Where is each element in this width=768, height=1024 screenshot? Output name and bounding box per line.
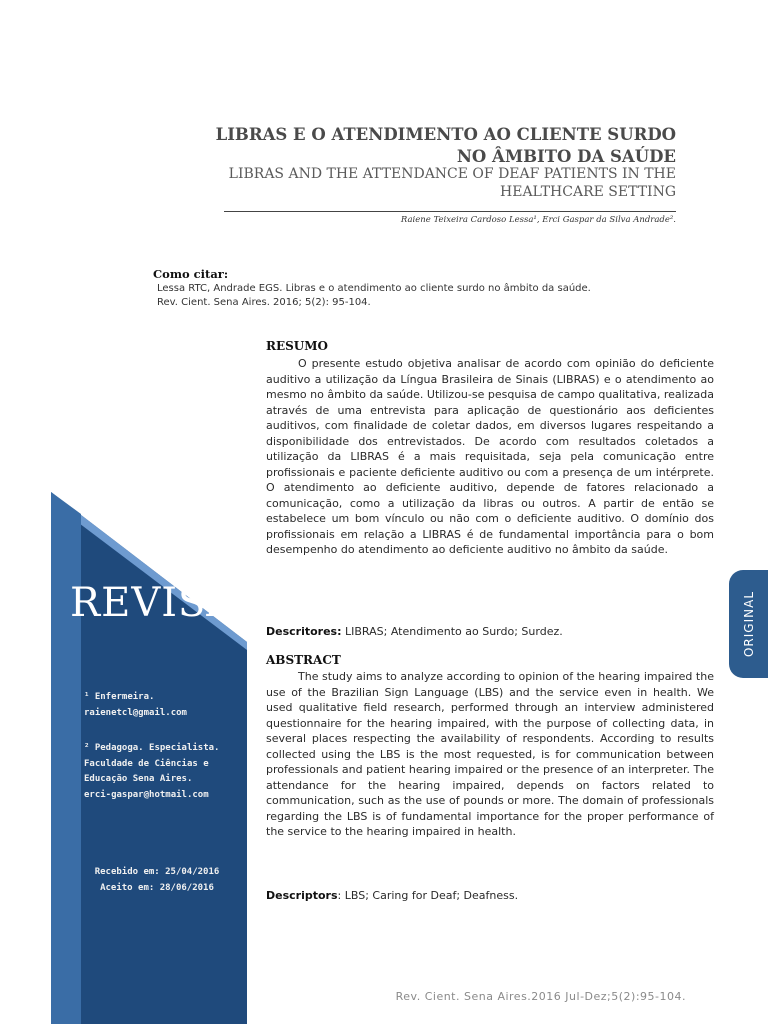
sidebar-edge-band [51,492,81,1024]
article-title-pt: LIBRAS E O ATENDIMENTO AO CLIENTE SURDO NO ÂMBITO DA SAÚDE [215,125,676,166]
title-divider [224,211,676,212]
author-note-2-email: erci-gaspar@hotmail.com [84,789,209,800]
original-tab [729,570,768,678]
abstract-text: The study aims to analyze according to opinion of the hearing impaired the use of the Brazilian Sign Language (LBS) and the service even in health. We used qualitative field research, performed through an interview administered questionnaire for the hearing impaired, with the purpose of collecting data, in several places respecting the availability of respondents. According to results collected using the LBS is the most requested, is for communication between professionals and patient hearing impaired or the presence of an interpreter. The attendance for the hearing impaired, depends on factors related to communication, such as the use of pounds or more. The domain of professionals regarding the LBS is of fundamental importance for the proper performance of the service to the hearing impaired in health. [266,670,714,838]
citation-block [157,282,717,310]
accepted-date: Aceito em: 28/06/2016 [100,883,214,893]
article-title-en: LIBRAS AND THE ATTENDANCE OF DEAF PATIENTS IN THE HEALTHCARE SETTING [228,166,676,200]
citation-heading: Como citar: [153,267,229,281]
author-list: Raiene Teixeira Cardoso Lessa¹, Erci Gaspar da Silva Andrade². [400,215,676,225]
citation-line-1: Lessa RTC, Andrade EGS. Libras e o atendimento ao cliente surdo no âmbito da saúde. [157,283,591,294]
abstract-keywords-values: : LBS; Caring for Deaf; Deafness. [337,889,519,902]
footer-citation: Rev. Cient. Sena Aires.2016 Jul-Dez;5(2):95-104. [395,990,686,1003]
resumo-keywords [266,624,714,639]
original-tab-label: ORIGINAL [741,590,756,658]
author-note-1-line-1: ¹ Enfermeira. [84,692,155,702]
author-note-2-line-3: Educação Sena Aires. [84,774,193,784]
author-note-2-line-1: ² Pedagoga. Especialista. [84,743,220,753]
received-date: Recebido em: 25/04/2016 [94,867,220,877]
resumo-keywords-label: Descritores: [266,625,342,638]
abstract-keywords [266,888,714,903]
author-note-1-email: raienetcl@gmail.com [84,707,187,718]
journal-brand: REVISA [70,580,237,626]
resumo-keywords-values: LIBRAS; Atendimento ao Surdo; Surdez. [345,625,563,638]
author-note-1 [84,690,234,721]
author-note-2 [84,741,234,803]
abstract-keywords-label: Descriptors [266,889,338,902]
citation-line-2: Rev. Cient. Sena Aires. 2016; 5(2): 95-104. [157,297,371,308]
author-note-2-line-2: Faculdade de Ciências e [84,758,209,769]
abstract-heading: ABSTRACT [266,653,341,667]
submission-dates [92,864,222,896]
resumo-heading: RESUMO [266,339,328,353]
resumo-text: O presente estudo objetiva analisar de acordo com opinião do deficiente auditivo a utilização da Língua Brasileira de Sinais (LIBRAS) e o atendimento ao mesmo no âmbito da saúde. Utilizou-se pesquisa de campo qualitativa, realizada através de uma entrevista para aplicação de questionário aos deficientes auditivos, com finalidade de coletar dados, em diversos lugares respeitando a disponibilidade dos entrevistados. De acordo com resultados coletados a utilização da LIBRAS é a mais requisitada, seja pela comunicação entre profissionais e paciente deficiente auditivo ou com a presença de um intérprete. O atendimento ao deficiente auditivo, depende de fatores relacionado a comunicação, como a utilização da libras ou outros. A partir de então se estabelece um bom vínculo ou não com o deficiente auditivo. O domínio dos profissionais em relação a LIBRAS é de fundamental importância para o bom desempenho do atendimento ao deficiente auditivo no âmbito da saúde. [266,357,714,556]
